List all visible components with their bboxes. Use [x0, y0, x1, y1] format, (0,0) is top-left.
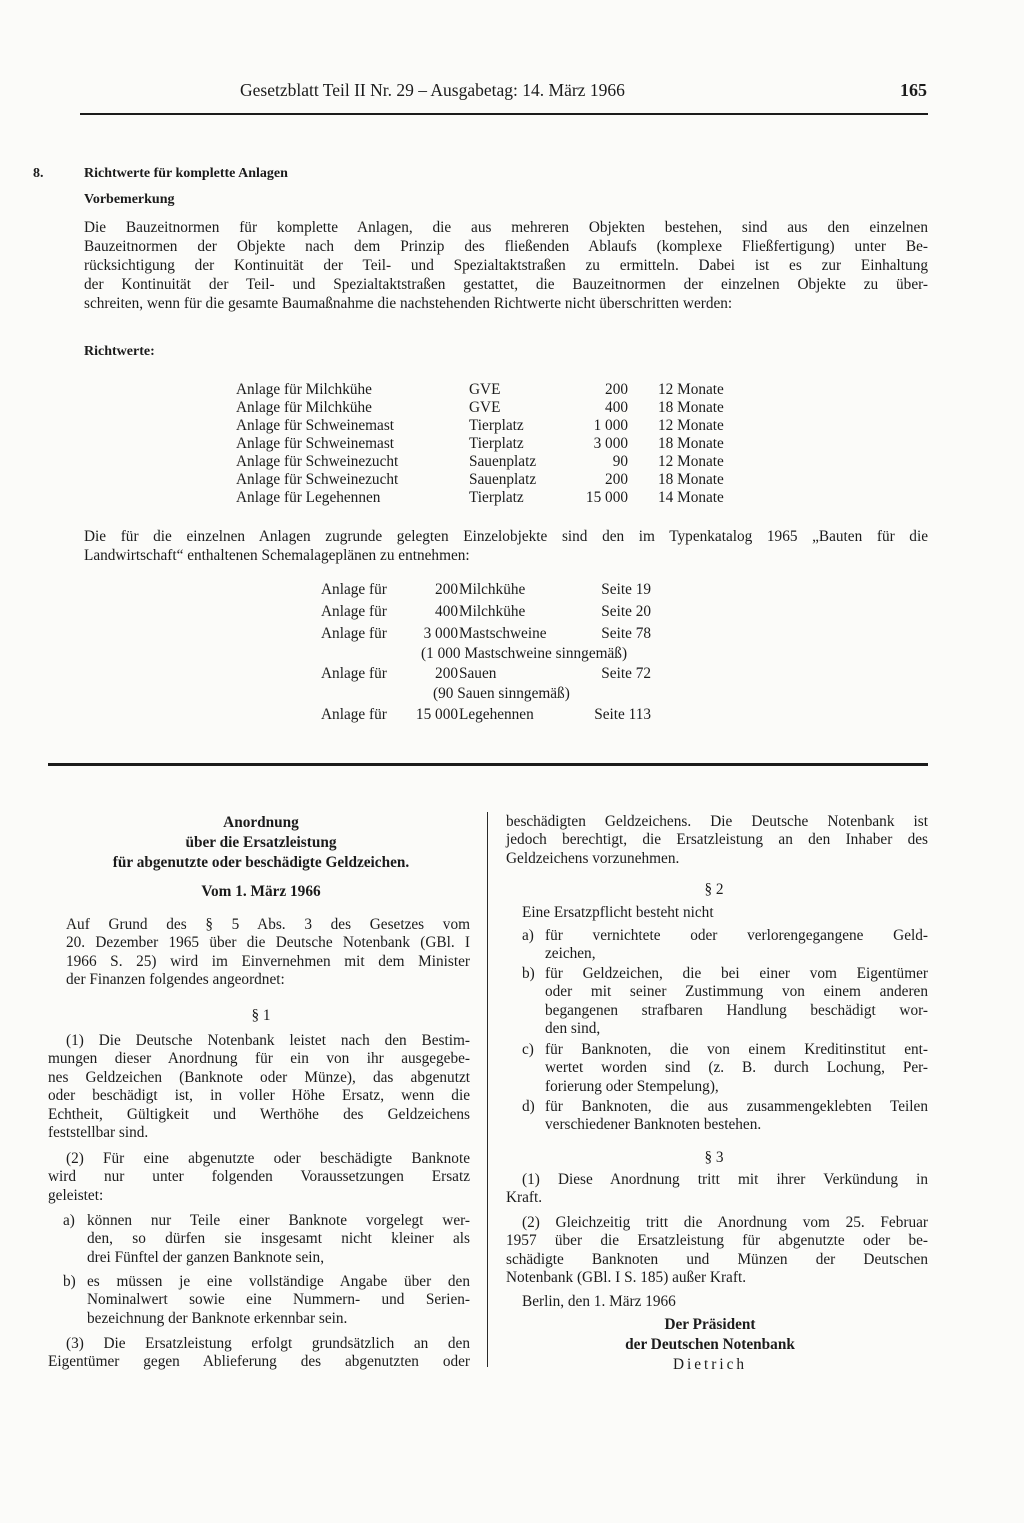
unit-cell: Tierplatz: [469, 489, 524, 506]
facility-cell: Anlage für Schweinemast: [236, 435, 395, 452]
facility-cell: Anlage für: [321, 706, 387, 723]
paragraph-line: für vernichtete oder verlorengegangene Geld-: [545, 927, 928, 944]
paragraph-line: jedoch berechtigt, die Ersatzleistung an den Inhaber des: [506, 831, 928, 849]
table-row: [321, 603, 661, 625]
animal-cell: Mastschweine: [459, 625, 547, 642]
paragraph-line: der Kontinuität der Teil- und Spezialtaktstraßen gestattet, die Bauzeitnormen der einzelnen Objekte zu über-: [84, 276, 928, 293]
item-marker: d): [522, 1098, 535, 1115]
paragraph-2-title: § 2: [704, 881, 724, 898]
table-row: [236, 417, 756, 435]
count-cell: 400: [435, 603, 458, 620]
facility-cell: Anlage für: [321, 625, 387, 642]
table-row: [321, 665, 661, 685]
paragraph-line: (3) Die Ersatzleistung erfolgt grundsätzlich an den: [66, 1335, 470, 1352]
paragraph-line: rücksichtigung der Kontinuität der Teil- und Spezialtaktstraßen zu ermitteln. Dabei ist es zur Einhaltung: [84, 257, 928, 274]
animal-cell: Milchkühe: [459, 603, 526, 620]
unit-cell: Sauenplatz: [469, 471, 537, 488]
animal-cell: Milchkühe: [459, 581, 526, 598]
ordinance-heading-line: Anordnung: [223, 814, 299, 831]
paragraph-line: Notenbank (GBl. I S. 185) außer Kraft.: [506, 1269, 747, 1287]
table-row: [321, 625, 661, 645]
paragraph-line: wertet worden sind (z. B. durch Lochung, Per-: [545, 1059, 928, 1077]
paragraph-1-subsection-2: [48, 1150, 470, 1205]
paragraph-line: drei Fünftel der ganzen Banknote sein,: [87, 1248, 325, 1266]
unit-cell: Tierplatz: [469, 417, 524, 434]
animal-cell: Sauen: [459, 665, 497, 682]
paragraph-line: beschädigten Geldzeichens. Die Deutsche Notenbank ist: [506, 813, 928, 830]
paragraph-line: Landwirtschaft“ enthaltenen Schemalageplänen zu entnehmen:: [84, 547, 470, 564]
capacity-cell: 200: [605, 471, 628, 488]
unit-cell: GVE: [469, 381, 501, 398]
page-ref-cell: Seite 113: [594, 706, 651, 723]
layout-plan-table: [321, 581, 661, 726]
page-number: 165: [900, 80, 927, 100]
signature-title-line: der Deutschen Notenbank: [625, 1336, 795, 1353]
animal-cell: Legehennen: [459, 706, 534, 723]
facility-cell: Anlage für: [321, 603, 387, 620]
count-cell: 15 000: [415, 706, 458, 723]
paragraph-3-subsection-2: [506, 1214, 928, 1288]
paragraph-line: (1) Die Deutsche Notenbank leistet nach den Bestim-: [66, 1032, 470, 1049]
paragraph-line: begangenen strafbaren Handlung beschädigt wor-: [545, 1001, 928, 1019]
table-row: [321, 706, 661, 726]
item-marker: a): [522, 927, 534, 944]
paragraph-line: der Finanzen folgendes angeordnet:: [66, 971, 285, 989]
section-title: Richtwerte für komplette Anlagen: [84, 166, 288, 181]
unit-cell: Sauenplatz: [469, 453, 537, 470]
item-text: [545, 1098, 928, 1135]
capacity-cell: 1 000: [593, 417, 628, 434]
capacity-cell: 200: [605, 381, 628, 398]
capacity-cell: 400: [605, 399, 628, 416]
paragraph-line: Echtheit, Gültigkeit und Werthöhe des Geldzeichens: [48, 1105, 470, 1123]
duration-cell: 12 Monate: [658, 417, 724, 434]
paragraph-line: Die für die einzelnen Anlagen zugrunde gelegten Einzelobjekte sind den im Typenkatalog 1965 „Bauten für die: [84, 528, 928, 545]
place-and-date: Berlin, den 1. März 1966: [522, 1293, 676, 1310]
paragraph-line: Die Bauzeitnormen für komplette Anlagen, die aus mehreren Objekten bestehen, sind aus den einzelnen: [84, 219, 928, 236]
facility-cell: Anlage für Schweinezucht: [236, 453, 399, 470]
paragraph-line: für Banknoten, die von einem Kreditinstitut ent-: [545, 1041, 928, 1058]
item-marker: c): [522, 1041, 534, 1058]
table-row: [236, 399, 756, 417]
paragraph-line: schädigte Banknoten und Münzen der Deutschen: [506, 1250, 928, 1268]
guideline-values-table: [236, 381, 756, 507]
item-text: [87, 1273, 470, 1328]
section-number: 8.: [33, 166, 44, 181]
count-cell: 200: [435, 665, 458, 682]
header-title: Gesetzblatt Teil II Nr. 29 – Ausgabetag: 14. März 1966: [240, 80, 625, 100]
paragraph-3-subsection-1: [506, 1171, 928, 1208]
signature-title-line: Der Präsident: [664, 1316, 756, 1333]
paragraph-line: können nur Teile einer Banknote vorgelegt wer-: [87, 1212, 470, 1229]
ordinance-heading-line: für abgenutzte oder beschädigte Geldzeichen.: [112, 854, 410, 871]
running-header: [0, 80, 1024, 104]
count-cell: 200: [435, 581, 458, 598]
duration-cell: 14 Monate: [658, 489, 724, 506]
paragraph-3-title: § 3: [704, 1149, 724, 1166]
item-marker: b): [63, 1273, 76, 1290]
paragraph-line: 1966 S. 25) wird im Einvernehmen mit dem Minister: [66, 952, 470, 970]
table-row: [236, 471, 756, 489]
table-row: [236, 435, 756, 453]
paragraph-line: Geldzeichens vorzunehmen.: [506, 849, 680, 867]
paragraph-2-intro: Eine Ersatzpflicht besteht nicht: [522, 904, 714, 921]
paragraph-line: bezeichnung der Banknote erkennbar sein.: [87, 1309, 348, 1327]
item-marker: a): [63, 1212, 75, 1229]
column-divider: [487, 812, 488, 1367]
paragraph-line: den, so dürfen sie insgesamt nicht kleiner als: [87, 1230, 470, 1248]
table-row: [236, 489, 756, 507]
ordinance-heading-line: über die Ersatzleistung: [185, 834, 337, 851]
paragraph-line: Auf Grund des § 5 Abs. 3 des Gesetzes vom: [66, 916, 470, 933]
paragraph-line: (2) Gleichzeitig tritt die Anordnung vom 25. Februar: [522, 1214, 928, 1231]
facility-cell: Anlage für: [321, 665, 387, 682]
paragraph-line: forierung oder Stempelung),: [545, 1077, 719, 1095]
duration-cell: 12 Monate: [658, 381, 724, 398]
duration-cell: 18 Monate: [658, 435, 724, 452]
paragraph-line: mungen dieser Anordnung für ein von ihr ausgegebe-: [48, 1050, 470, 1068]
note-cell: (90 Sauen sinngemäß): [433, 685, 570, 702]
facility-cell: Anlage für Schweinemast: [236, 417, 395, 434]
table-row: [321, 645, 661, 665]
item-marker: b): [522, 965, 535, 982]
item-text: [87, 1212, 470, 1267]
duration-cell: 12 Monate: [658, 453, 724, 470]
paragraph-line: (2) Für eine abgenutzte oder beschädigte Banknote: [66, 1150, 470, 1167]
paragraph-line: 20. Dezember 1965 über die Deutsche Notenbank (GBl. I: [66, 934, 470, 952]
paragraph-line: wird nur unter folgenden Voraussetzungen Ersatz: [48, 1168, 470, 1186]
guideline-values-label: Richtwerte:: [84, 344, 155, 359]
paragraph-line: es müssen je eine vollständige Angabe über den: [87, 1273, 470, 1290]
paragraph-line: Kraft.: [506, 1189, 543, 1207]
duration-cell: 18 Monate: [658, 399, 724, 416]
ordinance-heading: [48, 813, 474, 873]
paragraph-line: für Geldzeichen, die bei einer vom Eigentümer: [545, 965, 928, 982]
facility-cell: Anlage für Milchkühe: [236, 381, 372, 398]
page-ref-cell: Seite 20: [601, 603, 651, 620]
facility-cell: Anlage für Legehennen: [236, 489, 381, 506]
ordinance-date: Vom 1. März 1966: [201, 883, 321, 900]
paragraph-line: für Banknoten, die aus zusammengeklebten Teilen: [545, 1098, 928, 1115]
paragraph-line: oder beschädigt ist, in voller Höhe Ersatz, wenn die: [48, 1087, 470, 1105]
capacity-cell: 15 000: [585, 489, 628, 506]
note-cell: (1 000 Mastschweine sinngemäß): [421, 645, 628, 662]
paragraph-line: Bauzeitnormen der Objekte nach dem Prinzip des fließenden Ablaufs (komplexe Fließfertigung) unter Be-: [84, 238, 928, 255]
unit-cell: Tierplatz: [469, 435, 524, 452]
catalog-paragraph: [84, 527, 928, 565]
table-row: [236, 453, 756, 471]
paragraph-line: Nominalwert sowie eine Nummern- und Serien-: [87, 1291, 470, 1309]
table-row: [236, 381, 756, 399]
count-cell: 3 000: [423, 625, 458, 642]
table-row: [321, 685, 661, 706]
item-text: [545, 927, 928, 964]
page-ref-cell: Seite 72: [601, 665, 651, 682]
paragraph-line: 1957 über die Ersatzleistung für abgenutzte oder be-: [506, 1232, 928, 1250]
page-ref-cell: Seite 19: [601, 581, 651, 598]
paragraph-line: oder mit seiner Zustimmung von einem anderen: [545, 983, 928, 1001]
item-text: [545, 1041, 928, 1096]
paragraph-line: den sind,: [545, 1020, 601, 1038]
duration-cell: 18 Monate: [658, 471, 724, 488]
section-divider: [48, 763, 928, 766]
preliminary-remark-paragraph: [84, 218, 928, 313]
signature-block: [560, 1315, 860, 1375]
facility-cell: Anlage für: [321, 581, 387, 598]
header-rule: [80, 113, 928, 115]
preamble: [66, 916, 470, 990]
paragraph-line: (1) Diese Anordnung tritt mit ihrer Verkündung in: [522, 1171, 928, 1188]
paragraph-line: schreiten, wenn für die gesamte Baumaßnahme die nachstehenden Richtwerte nicht überschritten werden:: [84, 295, 733, 312]
preliminary-remark-heading: Vorbemerkung: [84, 192, 175, 207]
facility-cell: Anlage für Schweinezucht: [236, 471, 399, 488]
page-ref-cell: Seite 78: [601, 625, 651, 642]
paragraph-1-title: § 1: [251, 1007, 271, 1024]
paragraph-line: zeichen,: [545, 945, 596, 963]
unit-cell: GVE: [469, 399, 501, 416]
table-row: [321, 581, 661, 603]
item-text: [545, 965, 928, 1039]
capacity-cell: 90: [612, 453, 628, 470]
paragraph-1-subsection-3: [48, 1335, 470, 1372]
signer-name: Dietrich: [672, 1356, 748, 1373]
paragraph-line: feststellbar sind.: [48, 1123, 149, 1141]
paragraph-1-continuation: [506, 813, 928, 868]
paragraph-line: Eigentümer gegen Ablieferung des abgenutzten oder: [48, 1353, 470, 1371]
paragraph-line: nes Geldzeichen (Banknote oder Münze), das abgenutzt: [48, 1068, 470, 1086]
paragraph-line: geleistet:: [48, 1186, 104, 1204]
paragraph-line: verschiedener Banknoten bestehen.: [545, 1116, 762, 1134]
capacity-cell: 3 000: [593, 435, 628, 452]
facility-cell: Anlage für Milchkühe: [236, 399, 372, 416]
paragraph-1-subsection-1: [48, 1032, 470, 1142]
